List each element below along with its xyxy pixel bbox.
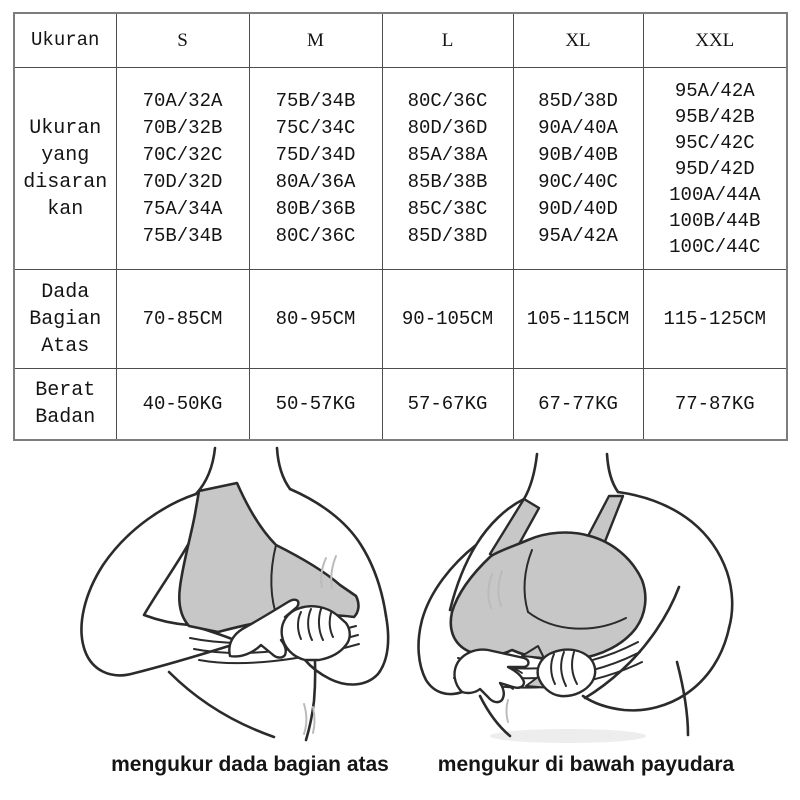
upper-chest-cell-xxl: 115-125CM (643, 270, 787, 369)
recommended-cell-m: 75B/34B 75C/34C 75D/34D 80A/36A 80B/36B 80C/36C (249, 68, 382, 270)
recommended-row-label: Ukuran yang disaran kan (14, 68, 116, 270)
body-weight-cell-m: 50-57KG (249, 369, 382, 441)
corner-header-cell: Ukuran (14, 13, 116, 68)
size-header-xxl: XXL (643, 13, 787, 68)
recommended-cell-s: 70A/32A 70B/32B 70C/32C 70D/32D 75A/34A 75B/34B (116, 68, 249, 270)
upper-chest-cell-m: 80-95CM (249, 270, 382, 369)
body-weight-row (14, 369, 787, 441)
upper-chest-cell-s: 70-85CM (116, 270, 249, 369)
size-header-s: S (116, 13, 249, 68)
table-header-row (14, 13, 787, 68)
measure-under-bust-illustration (396, 444, 738, 746)
upper-chest-row (14, 270, 787, 369)
recommended-sizes-row (14, 68, 787, 270)
body-weight-cell-xxl: 77-87KG (643, 369, 787, 441)
body-weight-cell-l: 57-67KG (382, 369, 513, 441)
left-figure-caption: mengukur dada bagian atas (111, 753, 389, 776)
size-chart-table (13, 12, 788, 441)
recommended-cell-xl: 85D/38D 90A/40A 90B/40B 90C/40C 90D/40D 95A/42A (513, 68, 643, 270)
upper-chest-row-label: Dada Bagian Atas (14, 270, 116, 369)
body-weight-row-label: Berat Badan (14, 369, 116, 441)
recommended-cell-l: 80C/36C 80D/36D 85A/38A 85B/38B 85C/38C 85D/38D (382, 68, 513, 270)
size-header-m: M (249, 13, 382, 68)
right-figure-caption: mengukur di bawah payudara (437, 753, 735, 776)
upper-chest-cell-xl: 105-115CM (513, 270, 643, 369)
size-chart (13, 12, 788, 441)
body-weight-cell-xl: 67-77KG (513, 369, 643, 441)
recommended-cell-xxl: 95A/42A 95B/42B 95C/42C 95D/42D 100A/44A 100B/44B 100C/44C (643, 68, 787, 270)
upper-chest-cell-l: 90-105CM (382, 270, 513, 369)
size-header-l: L (382, 13, 513, 68)
body-weight-cell-s: 40-50KG (116, 369, 249, 441)
measure-upper-chest-illustration (68, 446, 390, 746)
size-header-xl: XL (513, 13, 643, 68)
